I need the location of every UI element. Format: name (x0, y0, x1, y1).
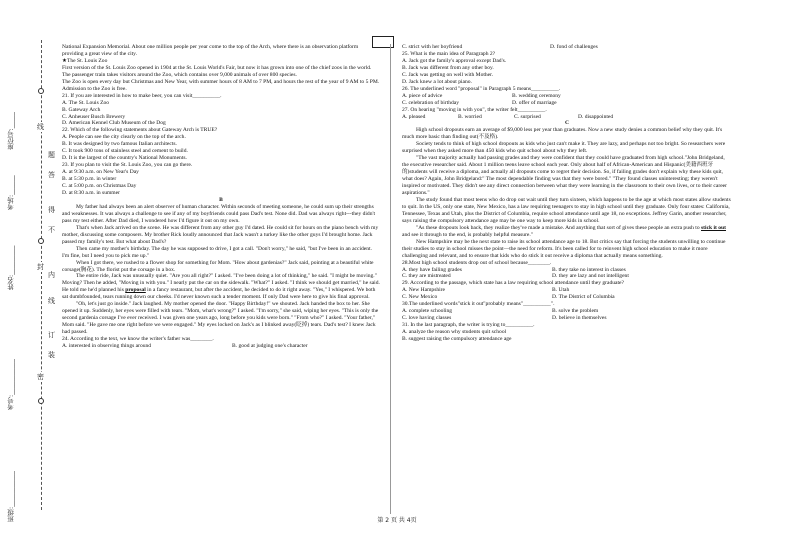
binding-margin (0, 0, 58, 550)
underlined-phrase: stick it out (701, 224, 726, 231)
question: 24. According to the text, we know the writer's father was________. (62, 336, 214, 343)
seal-word: 封 (37, 263, 44, 271)
paragraph: That's when Jack arrived on the scene. He was different from any other guy I'd dated. He could sit for hours on the piano bench with my mother, discussing some composers. My brother Rick loudly announced that Jack wasn't a turkey like the other guys I'd brought home. Jack passed my family's test. But what about Dad's? (62, 224, 379, 245)
option: B. worried (458, 113, 482, 120)
option: C. It took 900 tons of stainless steel and cement to build. (62, 148, 188, 155)
option-row (402, 93, 732, 100)
paragraph: The entire ride, Jack was unusually quiet. "Are you all right?" I asked. "I've been doing a lot of thinking," he said. "I might be moving." Moving? Then he added, "Moving in with you." I nearly put the car on the sidewalk. "What?" I asked. "I think we should get married," he said. He told me he'd planned his proposal in a fancy restaurant, but after the accident, he decided to do it right away. "Yes," I whispered. We both sat dumbfounded, tears running down our cheeks. I'd never known such a tender moment. If only Dad were here to give his final approval. (62, 273, 380, 301)
option: A. analyze the reason why students quit school (402, 329, 507, 336)
option-row (402, 100, 732, 107)
option-row (402, 44, 732, 51)
seal-char: 得 (48, 206, 55, 214)
seal-char: 装 (48, 351, 55, 359)
paragraph: National Expansion Memorial. About one million people per year come to the top of the Arch, where there is an observation platform providing a great view of the city. (62, 44, 359, 57)
option: B. they take no interest in classes (552, 266, 626, 273)
option: D. It is the largest of the country's National Monuments. (62, 155, 187, 162)
option: A. interested in observing things around (62, 342, 152, 349)
option-row (402, 267, 732, 274)
paragraph: Then came my mother's birthday. The day he was supposed to drive, I got a call. "Don't worry," he said, "but I've been in an accident. I'm fine, but I need you to pick me up." (62, 245, 372, 259)
paragraph: My father had always been an alert observer of human character. Within seconds of meeting someone, he could sum up their strengths and weaknesses. It was always a challenge to see if any of my boyfriends could pass Dad's test. None did. Dad was always right---they didn't pass my test either. After Dad died, I wondered how I'd figure it out on my own. (62, 203, 376, 224)
option: A. People can see the city clearly on the top of the arch. (62, 134, 186, 141)
left-column (62, 44, 380, 350)
paragraph: The study found that most teens who do drop out wait until they turn sixteen, which happens to be the age at which most states allow students to quit. In the US, only one state, New Mexico, has a law requiring teenagers to stay in high school until they graduate. Only four states: California, Tennessee, Texas and Utah, plus the District of Columbia, require school attendance until age 18, no exceptions. Jeffrey Garin, another researcher, says raising the compulsory attendance age may be one way to keep more kids in school. (402, 196, 731, 224)
option: A. New Hampshire (402, 287, 445, 294)
option-row (402, 294, 732, 301)
seat-number-field: 座位号:_____ (7, 112, 15, 150)
question: 31. In the last paragraph, the writer is trying to__________. (402, 322, 535, 329)
seal-char: 内 (48, 271, 55, 279)
paragraph: The Zoo is open every day but Christmas and New Year, with summer hours of 8 AM to 7 PM, and hours the rest of the year of 9 AM to 5 PM. Admission to the Zoo is free. (62, 78, 380, 92)
question: 21. If you are interested in how to make beer, you can visit__________. (62, 92, 222, 99)
option: B. Jack was different from any other boy. (402, 64, 494, 71)
option: A. complete schooling (402, 308, 453, 315)
option: D. they are lazy and not intelligent (552, 273, 629, 280)
column-divider (390, 44, 391, 514)
question: 30.The underlined words"stick it out"probably means"__________". (402, 301, 555, 308)
seal-char: 订 (48, 331, 55, 339)
option: C. Jack was getting on well with Mother. (402, 71, 494, 78)
seal-char: 答 (48, 171, 55, 179)
section-label: C (564, 120, 569, 127)
option: D. offer of marriage (512, 99, 557, 106)
option: B. Gateway Arch (62, 106, 101, 113)
question: 27. On hearing "moving in with you", the writer felt__________. (402, 106, 547, 113)
option: A. piece of advice (402, 92, 443, 99)
option: C. love having classes (402, 315, 452, 322)
seal-dashed-line (41, 40, 42, 510)
option-row (62, 343, 380, 350)
option-row (402, 114, 732, 121)
question: 28.Most high school students drop out of school because________. (402, 259, 552, 266)
option-row (402, 308, 732, 315)
option: A. pleased (402, 113, 426, 120)
paragraph: New Hampshire may be the next state to raise its school attendance age to 18. But critics say that forcing the students unwilling to continue their studies to stay in school misses the point—the need for reform. It's been called for to reinvent high school education to make it more challenging and relevant, and to ensure that kids who do stick it out receive a diploma that actually means something. (402, 238, 726, 259)
question: 26. The underlined word "proposal" in Paragraph 5 means__________. (402, 85, 561, 92)
paragraph: "Oh, let's just go inside." Jack laughed. My mother opened the door. "Happy Birthday!" we shouted. Jack handed the box to her. She opened it up. Suddenly, her eyes were filled with tears. "Mom, what's wrong?" I asked. "I'm sorry," she said, wiping her eyes. "This is only the second gardenia corsage I've ever received. I was given one years ago, long before you kids were born." "From who?" I asked. "Your father," Mom said. "He gave me one right before we were engaged." My eyes locked on Jack's as I blinked away(眨掉) tears. Dad's test? I knew Jack had passed. (62, 301, 379, 336)
option: B. suggest raising the compulsory attendance age (402, 336, 512, 343)
option: A. at 9:30 a.m. on New Year's Day (62, 169, 139, 176)
option: B. It was designed by two famous Italian architects. (62, 141, 177, 148)
option: B. Utah (552, 287, 570, 294)
paragraph: "As these dropouts look back, they realize they've made a mistake. And anything that sort of gives these people an extra push to stick it out and see it through to the end, is probably helpful measure." (402, 224, 726, 238)
seal-char: 线 (48, 297, 55, 305)
section-label: B (219, 196, 223, 203)
option: D. The District of Columbia (552, 294, 615, 301)
option: C. surprised (514, 113, 541, 120)
seal-dot (38, 398, 44, 404)
option: D. Jack knew a lot about piano. (402, 78, 472, 85)
option: C. they are mistreated (402, 273, 451, 280)
seal-dot (38, 88, 44, 94)
option: C. celebration of birthday (402, 99, 459, 106)
option: D. disappointed (578, 113, 614, 120)
paragraph: "The vast majority actually had passing grades and they were confident that they could have graduated from high school."John Bridgeland, the executive researcher said. About 1 million teens leave school each year. Only about half of African-American and Hispanic(美籍西班牙的)students will receive a diploma, and actually all dropouts come to regret their decision. So, if failing grades don't explain why these kids quit, what does? Again, John Bridgeland:" The most dependable finding was that they were bored." "They found classes uninteresting; they weren't inspired or motivated. They didn't see any direct connection between what they were learning in the classroom to their own lives, or to their career aspirations." (402, 155, 727, 197)
paragraph: Society tends to think of high school dropouts as kids who just can't make it. They are lazy, and perhaps not too bright. So researchers were surprised when they asked more than 450 kids who quit school about why they left. (402, 141, 726, 155)
option: D. at 8:30 a.m. in summer (62, 190, 120, 197)
exam-room-field: 考场:______ (7, 175, 15, 210)
class-field: 班级:___________ (7, 471, 15, 522)
page-number: 第 2 页 共 4页 (377, 517, 417, 524)
paragraph: First version of the St. Louis Zoo opened in 1904 at the St. Louis World's Fair, but now it has grown into one of the chief zoos in the world. The passenger train takes visitors around the Zoo, which contains over 9,000 animals of over 800 species. (62, 64, 372, 78)
option: A. they have failing grades (402, 266, 462, 273)
question: 25. What is the main idea of Paragraph 2? (402, 50, 496, 57)
question: 22. Which of the following statements about Gateway Arch is TRUE? (62, 127, 218, 134)
seal-dot (38, 238, 44, 244)
option: D. American Kennel Club Museum of the Dog (62, 120, 166, 127)
option: C. Anheuser Busch Brewery (62, 113, 126, 120)
question: 23. If you plan to visit the St. Louis Zoo, you can go there. (62, 162, 193, 169)
name-field: 姓名:_________ (7, 245, 15, 290)
option: A. Jack got the family's approval except Dad's. (402, 57, 507, 64)
option: C. at 5:00 p.m. on Christmas Day (62, 183, 137, 190)
seal-word: 线 (37, 123, 44, 131)
seal-word: 密 (37, 373, 44, 381)
option: B. solve the problem (552, 308, 599, 315)
exam-number-field: 考号:___________ (7, 359, 15, 410)
option: B. good at judging one's character (232, 342, 308, 349)
option-row (402, 315, 732, 322)
option: A. The St. Louis Zoo (62, 99, 110, 106)
paragraph: When I got there, we rushed to a flower shop for something for Mom. "How about gardenias?" Jack said, pointing at a beautiful white corsage(胸花). The florist put the corsage in a box. (62, 259, 374, 273)
option-row (402, 273, 732, 280)
option: C. New Mexico (402, 294, 438, 301)
option: C. strict with her boyfriend (402, 44, 463, 50)
option: D. fond of challenges (550, 44, 598, 50)
option: D. believe in themselves (552, 315, 607, 322)
seal-char: 不 (48, 226, 55, 234)
underlined-word: proposal (125, 287, 146, 294)
seal-char: 题 (48, 151, 55, 159)
right-column (402, 44, 732, 343)
option: B. wedding ceremony (512, 92, 561, 99)
question: 29. According to the passage, which state has a law requiring school attendance until they graduate? (402, 280, 624, 287)
section-heading: ★The St. Louis Zoo (62, 57, 108, 64)
option: B. at 5:30 p.m. in winter (62, 176, 117, 183)
paragraph: High school dropouts earn an average of $9,000 less per year than graduates. Now a new study denies a common belief why they quit. It's much more basic than finding out(不及格). (402, 127, 723, 141)
